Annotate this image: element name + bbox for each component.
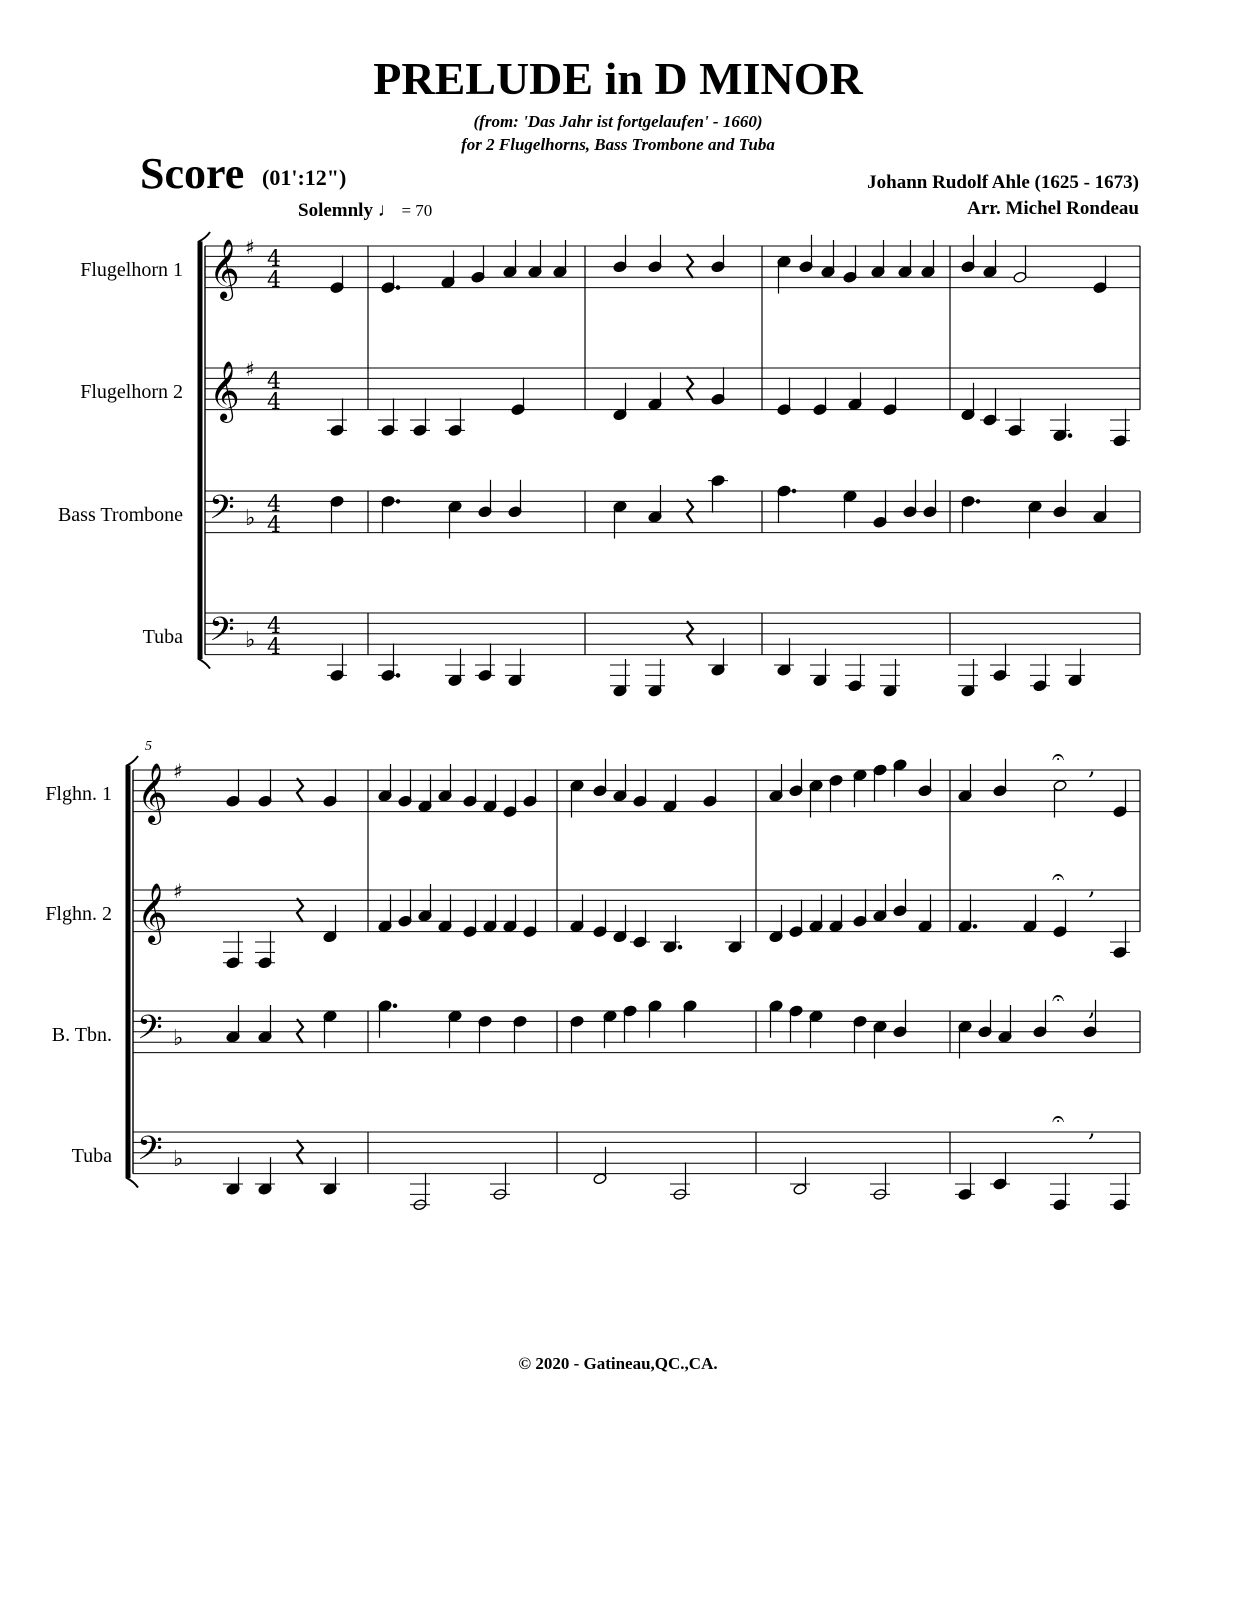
subtitle-instrumentation: for 2 Flugelhorns, Bass Trombone and Tuba bbox=[461, 135, 775, 154]
instrument-label: Flugelhorn 1 bbox=[80, 259, 183, 281]
bass-clef-icon: 𝄢 bbox=[137, 1009, 163, 1055]
quarter-rest bbox=[297, 778, 303, 802]
sharp-icon: ♯ bbox=[173, 759, 183, 783]
time-signature-numerator: 4 bbox=[267, 614, 281, 639]
treble-clef-icon: 𝄞 bbox=[137, 763, 168, 823]
instrument-label: Tuba bbox=[142, 626, 183, 648]
quarter-rest bbox=[687, 376, 693, 400]
quarter-rest bbox=[297, 1140, 303, 1164]
bass-clef-icon: 𝄢 bbox=[209, 489, 235, 535]
time-signature-denominator: 4 bbox=[267, 635, 281, 660]
instrument-label: Tuba bbox=[71, 1145, 112, 1167]
instrument-label: Bass Trombone bbox=[57, 504, 183, 526]
duration-label: (01':12") bbox=[262, 165, 347, 190]
quarter-note-icon: ♩ bbox=[377, 200, 397, 221]
quarter-rest bbox=[297, 898, 303, 922]
system-bracket bbox=[198, 242, 202, 659]
instrument-label: Flghn. 1 bbox=[45, 783, 112, 805]
breath-mark-icon: , bbox=[1088, 1114, 1096, 1142]
note-dot bbox=[973, 925, 977, 929]
flat-icon: ♭ bbox=[245, 628, 256, 653]
instrument-label: Flugelhorn 2 bbox=[80, 381, 183, 403]
fermata-icon: 𝄐 bbox=[1052, 865, 1065, 890]
time-signature-numerator: 4 bbox=[267, 369, 281, 394]
fermata-icon: 𝄐 bbox=[1052, 986, 1065, 1011]
time-signature-denominator: 4 bbox=[267, 390, 281, 415]
treble-clef-icon: 𝄞 bbox=[209, 361, 240, 421]
score-label: Score bbox=[140, 149, 245, 198]
time-signature-denominator: 4 bbox=[267, 268, 281, 293]
note-dot bbox=[678, 945, 682, 949]
bracket-hook bbox=[198, 659, 210, 669]
flat-icon: ♭ bbox=[245, 506, 256, 531]
note-dot bbox=[1068, 434, 1072, 438]
note-dot bbox=[396, 674, 400, 678]
note-dot bbox=[792, 489, 796, 493]
arranger-credit: Arr. Michel Rondeau bbox=[967, 198, 1139, 219]
fermata-icon: 𝄐 bbox=[1052, 745, 1065, 770]
note-dot bbox=[396, 286, 400, 290]
fermata-icon: 𝄐 bbox=[1052, 1107, 1065, 1132]
quarter-rest bbox=[687, 499, 693, 523]
tempo-text: Solemnly bbox=[298, 200, 373, 221]
note-dot bbox=[393, 1004, 397, 1008]
quarter-rest bbox=[687, 621, 693, 645]
treble-clef-icon: 𝄞 bbox=[137, 883, 168, 943]
composer-credit: Johann Rudolf Ahle (1625 - 1673) bbox=[867, 172, 1139, 193]
copyright-footer: © 2020 - Gatineau,QC.,CA. bbox=[518, 1354, 718, 1373]
tempo-value: = 70 bbox=[401, 201, 433, 220]
bass-clef-icon: 𝄢 bbox=[209, 611, 235, 657]
bracket-hook bbox=[126, 1178, 138, 1188]
time-signature-numerator: 4 bbox=[267, 492, 281, 517]
time-signature-numerator: 4 bbox=[267, 247, 281, 272]
breath-mark-icon: , bbox=[1088, 752, 1096, 780]
treble-clef-icon: 𝄞 bbox=[209, 239, 240, 299]
quarter-rest bbox=[687, 254, 693, 278]
flat-icon: ♭ bbox=[173, 1147, 184, 1172]
bass-clef-icon: 𝄢 bbox=[137, 1130, 163, 1176]
note-dot bbox=[976, 500, 980, 504]
sharp-icon: ♯ bbox=[245, 235, 255, 259]
instrument-label: B. Tbn. bbox=[51, 1024, 112, 1046]
time-signature-denominator: 4 bbox=[267, 513, 281, 538]
instrument-label: Flghn. 2 bbox=[45, 903, 112, 925]
flat-icon: ♭ bbox=[173, 1026, 184, 1051]
sharp-icon: ♯ bbox=[245, 357, 255, 381]
breath-mark-icon: , bbox=[1088, 993, 1096, 1021]
system-bracket bbox=[126, 766, 130, 1178]
breath-mark-icon: , bbox=[1088, 872, 1096, 900]
quarter-rest bbox=[297, 1019, 303, 1043]
measure-number: 5 bbox=[145, 739, 152, 754]
subtitle-source: (from: 'Das Jahr ist fortgelaufen' - 1660) bbox=[473, 112, 763, 131]
page-title: PRELUDE in D MINOR bbox=[373, 53, 863, 104]
sharp-icon: ♯ bbox=[173, 879, 183, 903]
note-dot bbox=[396, 500, 400, 504]
